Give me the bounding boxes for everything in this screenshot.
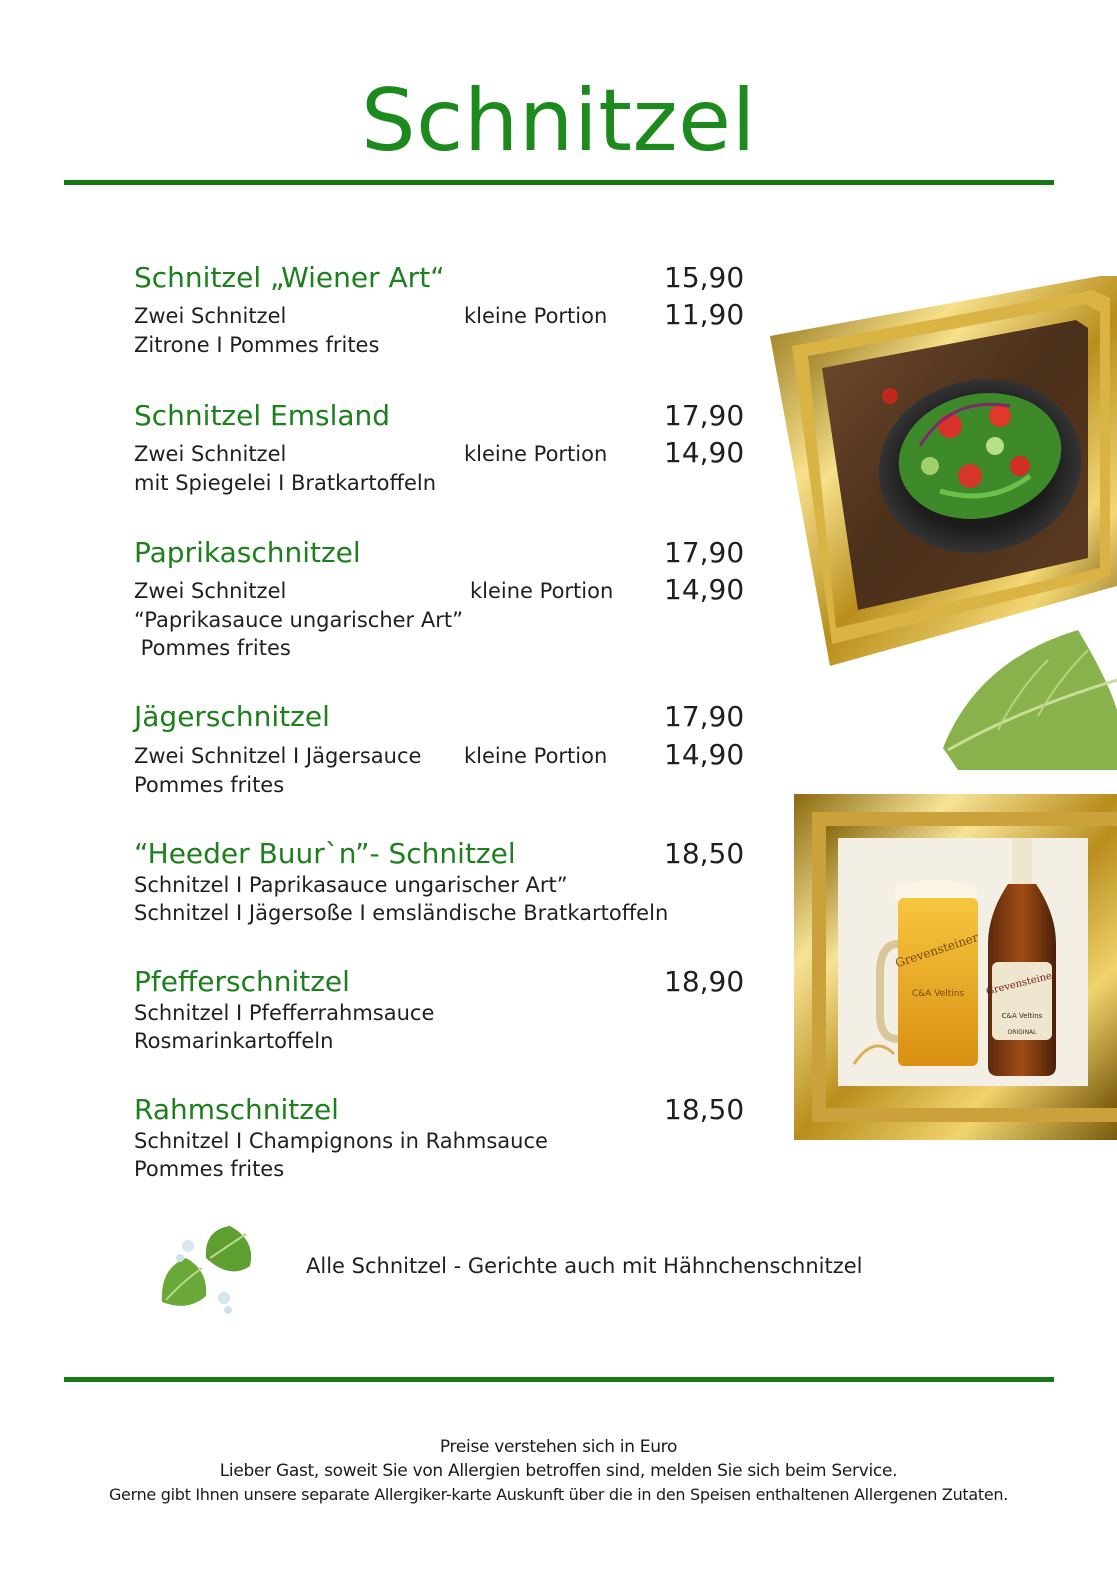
portion-price: 14,90 [664, 738, 745, 771]
bottle-tag-text: ORIGINAL [1007, 1029, 1037, 1036]
glass-brand-text: Grevensteiner [893, 930, 981, 971]
portion-price: 14,90 [664, 573, 745, 606]
dish-name: Paprikaschnitzel [134, 536, 361, 569]
dish-desc-line: Zwei Schnitzel I Jägersauce [134, 744, 422, 768]
dish-desc-line: Schnitzel I Paprikasauce ungarischer Art” [134, 873, 568, 897]
portion-price: 11,90 [664, 298, 745, 331]
page-title: Schnitzel [361, 71, 756, 171]
dish-price: 15,90 [664, 261, 745, 294]
dish-name: Rahmschnitzel [134, 1093, 339, 1126]
beer-photo-frame [794, 794, 1117, 1140]
footer-line: Lieber Gast, soweit Sie von Allergien betroffen sind, melden Sie sich beim Service. [219, 1461, 898, 1481]
dish-desc-line: Zwei Schnitzel [134, 442, 287, 466]
dish-price: 17,90 [664, 700, 745, 733]
dish-desc-line: “Paprikasauce ungarischer Art” [134, 608, 463, 632]
portion-label: kleine Portion [464, 304, 608, 328]
dish-desc-line: Rosmarinkartoffeln [134, 1029, 334, 1053]
dish-desc-line: Pommes frites [134, 773, 285, 797]
dish-desc-line: Zwei Schnitzel [134, 304, 287, 328]
chicken-option-note: Alle Schnitzel - Gerichte auch mit Hähnchenschnitzel [306, 1254, 863, 1278]
dish-desc-line: mit Spiegelei I Bratkartoffeln [134, 471, 437, 495]
leaves-icon [158, 1224, 258, 1318]
dish-desc-line: Schnitzel I Jägersoße I emsländische Bratkartoffeln [134, 901, 669, 925]
leaf-icon [938, 620, 1117, 770]
bottle-sub-text: C&A Veltins [1001, 1012, 1043, 1020]
dish-price: 18,50 [664, 837, 745, 870]
dish-name: “Heeder Buur`n”- Schnitzel [134, 837, 516, 870]
dish-desc-line: Zwei Schnitzel [134, 579, 287, 603]
dish-name: Schnitzel Emsland [134, 399, 391, 432]
dish-name: Schnitzel „Wiener Art“ [134, 261, 445, 294]
portion-label: kleine Portion [470, 579, 614, 603]
footer-line: Gerne gibt Ihnen unsere separate Allergiker-karte Auskunft über die in den Speisen enthaltenen Allergenen Zutaten. [108, 1485, 1009, 1504]
top-divider [64, 180, 1054, 185]
dish-desc-line: Schnitzel I Champignons in Rahmsauce [134, 1129, 548, 1153]
portion-label: kleine Portion [464, 442, 608, 466]
salad-photo [770, 276, 1117, 666]
glass-sub-text: C&A Veltins [911, 989, 965, 999]
dish-desc-line: Pommes frites [134, 636, 291, 660]
portion-price: 14,90 [664, 436, 745, 469]
dish-desc-line: Zitrone I Pommes frites [134, 333, 380, 357]
salad-photo-frame [770, 276, 1117, 666]
dish-desc-line: Pommes frites [134, 1157, 285, 1181]
bottom-divider [64, 1377, 1054, 1382]
dish-price: 17,90 [664, 536, 745, 569]
dish-price: 18,50 [664, 1093, 745, 1126]
dish-name: Pfefferschnitzel [134, 965, 350, 998]
bottle-brand-text: Grevensteiner [985, 969, 1058, 998]
portion-label: kleine Portion [464, 744, 608, 768]
dish-price: 18,90 [664, 965, 745, 998]
beer-photo [794, 794, 1117, 1140]
dish-name: Jägerschnitzel [134, 700, 330, 733]
dish-price: 17,90 [664, 399, 745, 432]
dish-desc-line: Schnitzel I Pfefferrahmsauce [134, 1001, 435, 1025]
footer-line: Preise verstehen sich in Euro [439, 1437, 678, 1457]
